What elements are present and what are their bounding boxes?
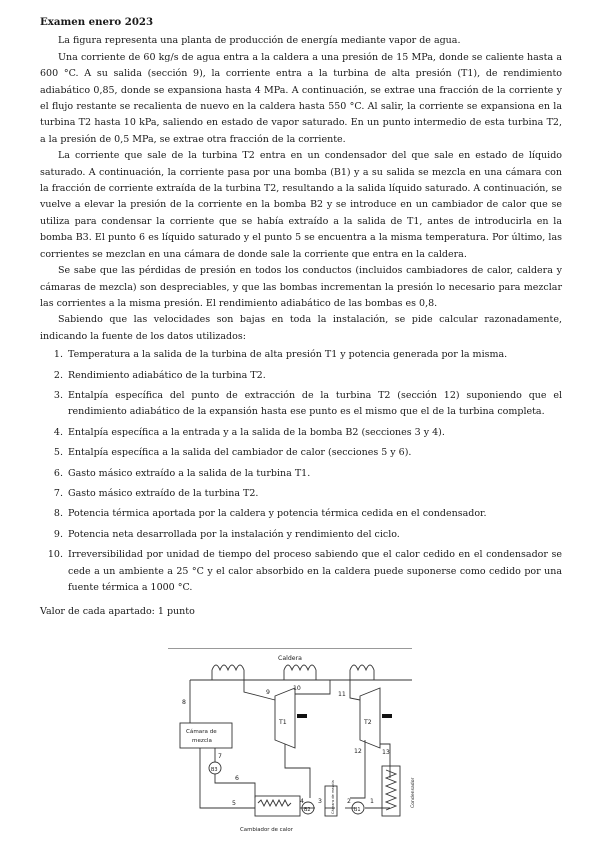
plant-diagram: [160, 648, 420, 838]
node-12: 12: [354, 748, 362, 755]
condenser-box: [382, 766, 400, 816]
paragraph-condenser-pumps: La corriente que sale de la turbina T2 entra en un condensador del que sale en estado de líquido saturado. A continuación, la corriente pasa por una bomba (B1) y a su salida se mezcla en una cámara con la fracción de corriente extraída de la turbina T2, resultando a la salida líquido saturado. A continuación, se vuelve a elevar la presión de la corriente en la bomba B2 y se introduce en un cambiador de calor que se utiliza para condensar la corriente que se había extraído a la salida de T1, antes de introducirla en la bomba B3. El punto 6 es líquido saturado y el punto 5 se encuentra a la misma temperatura. Por último, las corrientes se mezclan en una cámara de donde sale la corriente que entra en la caldera.: [40, 150, 562, 260]
node-8: 8: [182, 699, 186, 706]
boiler-coil-1: [212, 665, 244, 680]
label-t2: T2: [364, 719, 372, 726]
pipe-5: [200, 748, 255, 808]
question-item: 7. Gasto másico extraído de la turbina T2.: [66, 486, 562, 502]
paragraph-boiler-turbines: Una corriente de 60 kg/s de agua entra a la caldera a una presión de 15 MPa, donde se caliente hasta a 600 °C. A su salida (sección 9), la corriente entra a la turbina de alta presión (T1), de rendimiento adiabático 0,85, donde se expansiona hasta 4 MPa. A continuación, se extrae una fracción de la corriente y el flujo restante se recalienta de nuevo en la caldera hasta 550 °C. Al salir, la corriente se expansiona en la turbina T2 hasta 10 kPa, saliendo en estado de vapor saturado. En un punto intermedio de esta turbina T2, a la presión de 0,5 MPa, se extrae otra fracción de la corriente.: [40, 51, 562, 145]
exam-text: [40, 14, 562, 621]
node-2: 2: [347, 798, 351, 805]
heat-exchanger-box: [255, 796, 300, 816]
node-9: 9: [266, 689, 270, 696]
node-7: 7: [218, 753, 222, 760]
paragraph-assumptions: Se sabe que las pérdidas de presión en todos los conductos (incluidos cambiadores de calor, caldera y cámaras de mezcla) son despreciables, y que las bombas incrementan la presión lo necesario para mezclar las corrientes a la misma presión. El rendimiento adiabático de las bombas es 0,8.: [40, 265, 562, 309]
question-item: 5. Entalpía específica a la salida del cambiador de calor (secciones 5 y 6).: [66, 445, 562, 461]
condenser-coil: [386, 770, 396, 810]
paragraph-task: Sabiendo que las velocidades son bajas en toda la instalación, se pide calcular razonadamente, indicando la fuente de los datos utilizados:: [40, 314, 562, 342]
label-b2: B2: [304, 807, 311, 813]
label-t1: T1: [279, 719, 287, 726]
question-item: 3. Entalpía específica del punto de extracción de la turbina T2 (sección 12) suponiendo que el rendimiento adiabático de la expansión hasta ese punto es el mismo que el de la turbina completa.: [66, 388, 562, 421]
t2-shaft-icon: [382, 714, 392, 718]
label-b1: B1: [354, 807, 361, 813]
points-note: Valor de cada apartado: 1 punto: [40, 606, 195, 618]
question-item: 9. Potencia neta desarrollada por la instalación y rendimiento del ciclo.: [66, 527, 562, 543]
node-6: 6: [235, 775, 239, 782]
pipe-t1-extraction: [285, 744, 310, 798]
node-4: 4: [300, 798, 304, 805]
intro-paragraph: La figura representa una planta de producción de energía mediante vapor de agua.: [58, 35, 461, 47]
label-camara-2: mezcla: [192, 738, 212, 744]
boiler-coil-2: [284, 665, 316, 680]
question-item: 4. Entalpía específica a la entrada y a la salida de la bomba B2 (secciones 3 y 4).: [66, 425, 562, 441]
label-camara-1: Cámara de: [186, 729, 217, 735]
turbine-t1: [275, 688, 295, 748]
label-cambiador: Cambiador de calor: [240, 827, 293, 833]
node-13: 13: [382, 749, 390, 756]
turbine-t2: [360, 688, 380, 748]
label-camara-small: Cámara de mezcla: [331, 780, 335, 814]
question-item: 2. Rendimiento adiabático de la turbina T2.: [66, 368, 562, 384]
label-condensador: Condensador: [411, 777, 416, 808]
pipe-11: [350, 680, 360, 700]
question-item: 1. Temperatura a la salida de la turbina de alta presión T1 y potencia generada por la misma.: [66, 347, 562, 363]
node-10: 10: [293, 685, 301, 692]
node-3: 3: [318, 798, 322, 805]
mixing-chamber-box: [180, 723, 232, 748]
question-item: 8. Potencia térmica aportada por la caldera y potencia térmica cedida en el condensador.: [66, 506, 562, 522]
question-item: 10. Irreversibilidad por unidad de tiempo del proceso sabiendo que el calor cedido en el condensador se cede a un ambiente a 25 °C y el calor absorbido en la caldera puede suponerse como cedido por una fuente térmica a 1000 °C.: [66, 547, 562, 596]
node-11: 11: [338, 691, 346, 698]
exam-title: Examen enero 2023: [40, 16, 154, 28]
label-caldera: Caldera: [278, 655, 302, 662]
heat-exchanger-coil: [258, 800, 291, 806]
question-item: 6. Gasto másico extraído a la salida de la turbina T1.: [66, 466, 562, 482]
t1-shaft-icon: [297, 714, 307, 718]
label-b3: B3: [211, 767, 218, 773]
boiler-coil-3: [350, 665, 374, 680]
node-1: 1: [370, 798, 374, 805]
question-list: [40, 347, 562, 596]
pipe-9: [244, 680, 275, 700]
node-5: 5: [232, 800, 236, 807]
